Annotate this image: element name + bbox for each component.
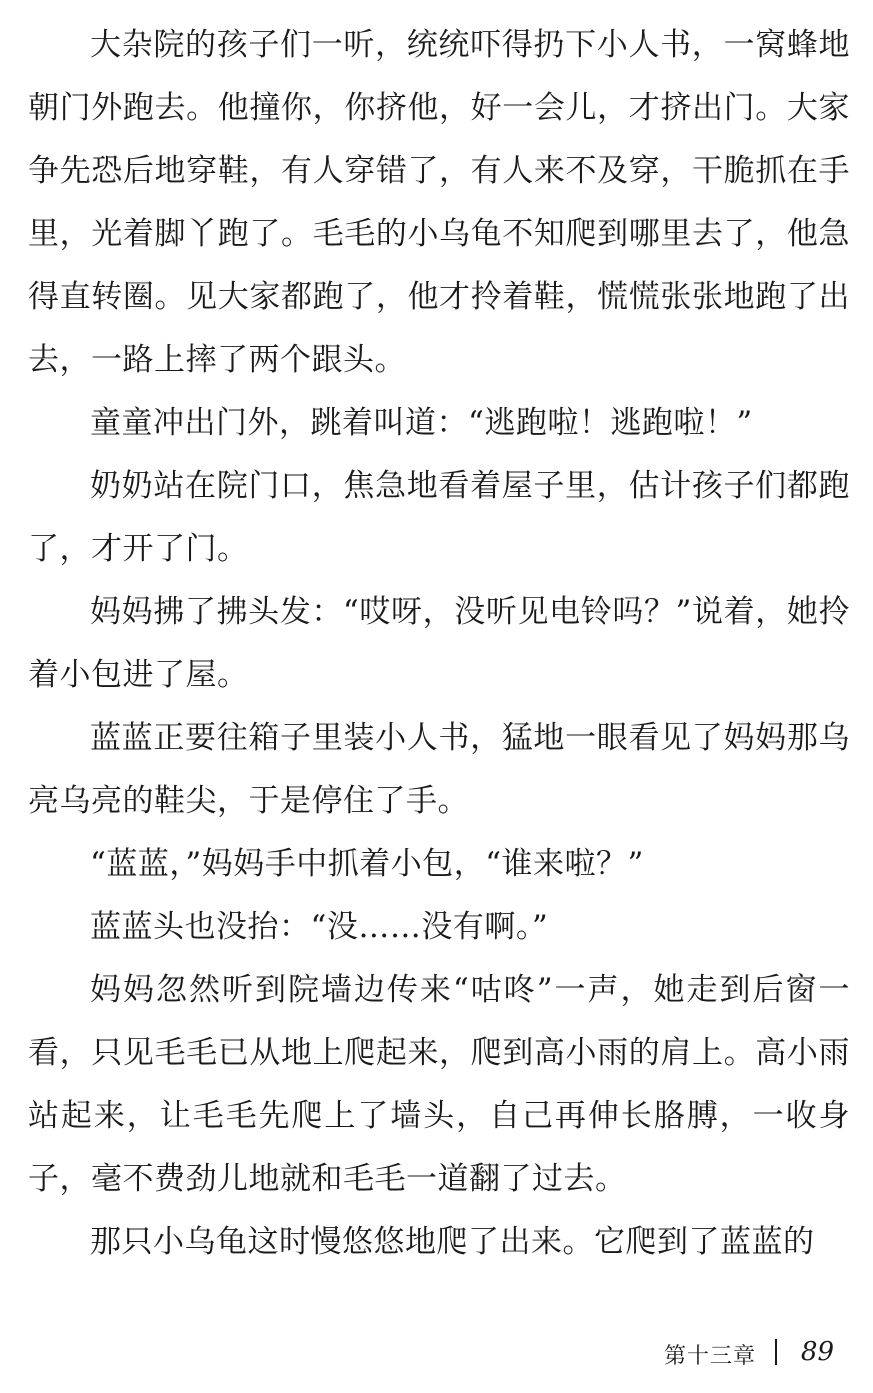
- paragraph: 妈妈拂了拂头发：“哎呀，没听见电铃吗？”说着，她拎着小包进了屋。: [28, 594, 850, 693]
- paragraph: “蓝蓝，”妈妈手中抓着小包，“谁来啦？”: [90, 846, 644, 882]
- paragraph: 妈妈忽然听到院墙边传来“咕咚”一声，她走到后窗一看，只见毛毛已从地上爬起来，爬到高小雨的肩上。高小雨站起来，让毛毛先爬上了墙头，自己再伸长胳膊，一收身子，毫不费劲儿地就和毛毛一道翻了过去。: [28, 972, 850, 1197]
- paragraph: 童童冲出门外，跳着叫道：“逃跑啦！逃跑啦！”: [90, 405, 753, 441]
- chapter-label: 第十三章: [663, 1344, 756, 1369]
- page-footer: [0, 1335, 873, 1371]
- paragraph: 大杂院的孩子们一听，统统吓得扔下小人书，一窝蜂地朝门外跑去。他撞你，你挤他，好一会儿，才挤出门。大家争先恐后地穿鞋，有人穿错了，有人来不及穿，干脆抓在手里，光着脚丫跑了。毛毛的小乌龟不知爬到哪里去了，他急得直转圈。见大家都跑了，他才拎着鞋，慌慌张张地跑了出去，一路上摔了两个跟头。: [28, 27, 850, 378]
- paragraph: 蓝蓝正要往箱子里装小人书，猛地一眼看见了妈妈那乌亮乌亮的鞋尖，于是停住了手。: [28, 720, 850, 819]
- page-number: 89: [800, 1337, 834, 1367]
- body-text: [28, 14, 850, 1274]
- paragraph: 奶奶站在院门口，焦急地看着屋子里，估计孩子们都跑了，才开了门。: [28, 468, 850, 567]
- paragraph: 那只小乌龟这时慢悠悠地爬了出来。它爬到了蓝蓝的: [90, 1224, 815, 1260]
- footer-divider: [775, 1339, 777, 1365]
- paragraph: 蓝蓝头也没抬：“没……没有啊。”: [90, 909, 549, 945]
